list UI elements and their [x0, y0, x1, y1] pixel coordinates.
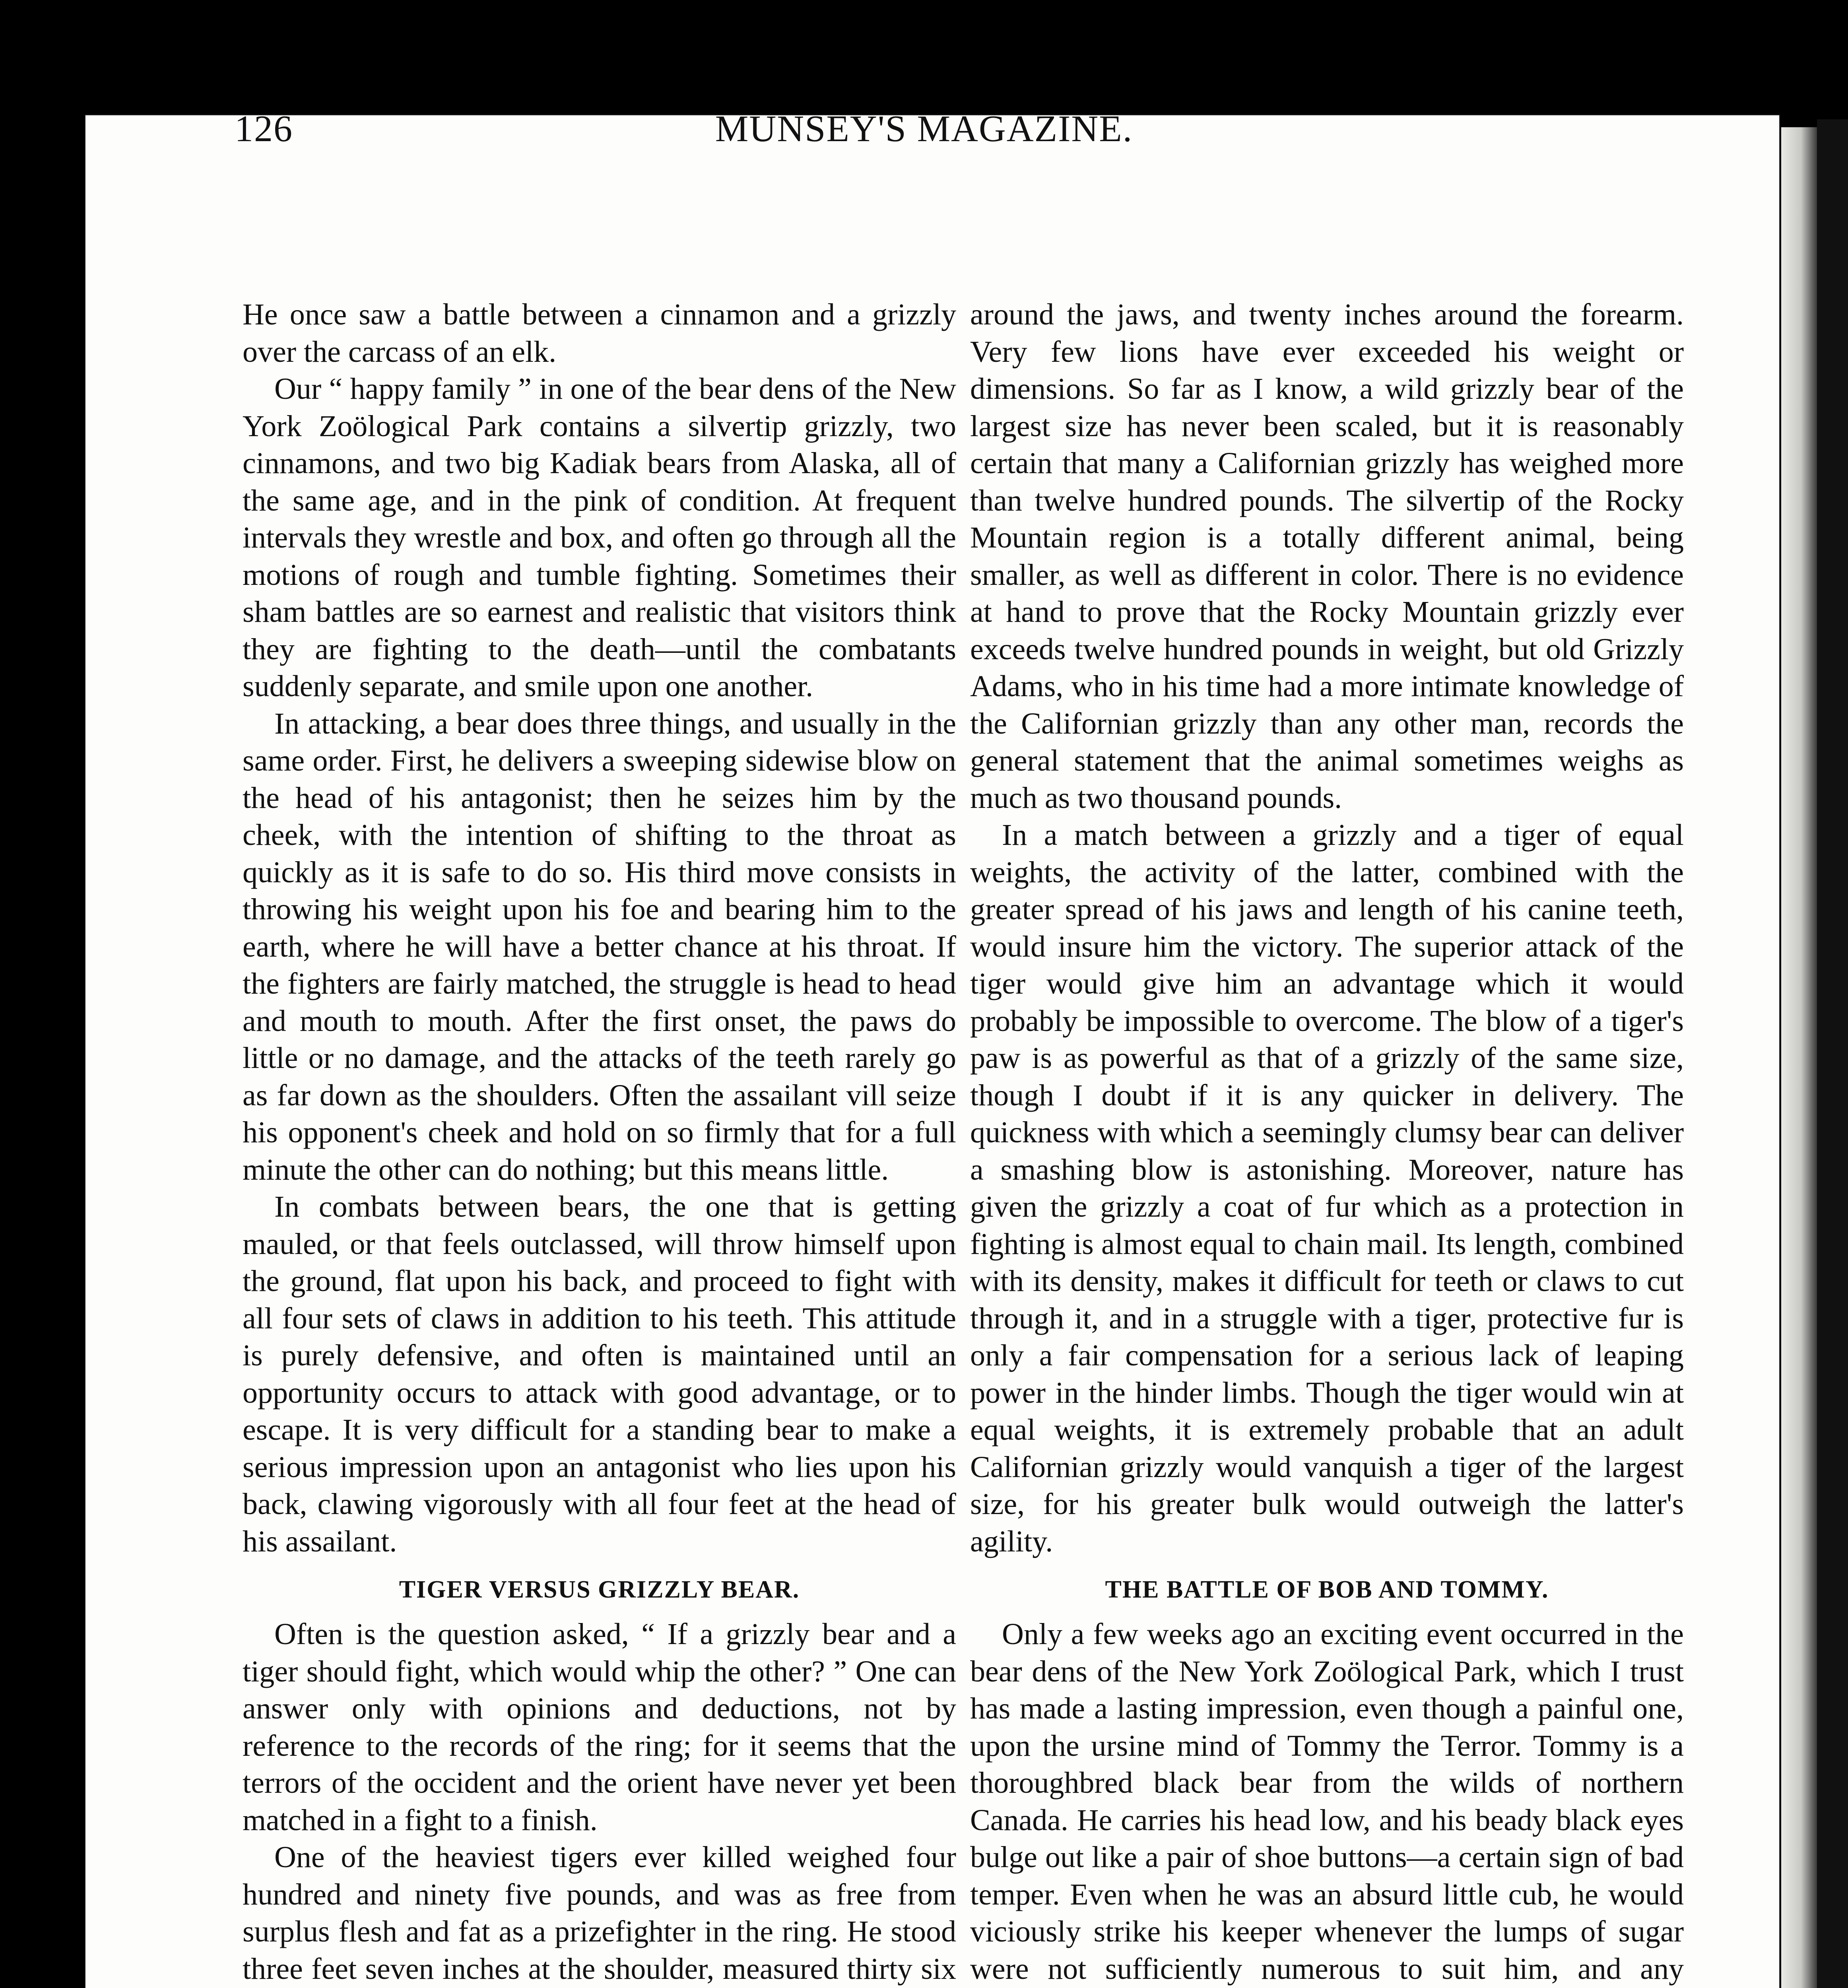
paragraph: In attacking, a bear does three things, and usually in the same order. First, he delivers a sweeping sidewise blow on the head of his antagonist; then he seizes him by the cheek, with the intention of shifting to the throat as quickly as it is safe to do so. His third move consists in throwing his weight upon his foe and bearing him to the earth, where he will have a better chance at his throat. If the fighters are fairly matched, the struggle is head to head and mouth to mouth. After the first onset, the paws do little or no damage, and the attacks of the teeth rarely go as far down as the shoulders. Often the assailant vill seize his opponent's cheek and hold on so firmly that for a full minute the other can do nothing; but this means little. [243, 707, 956, 1186]
next-page-edge [1781, 127, 1817, 1988]
magazine-title: MUNSEY'S MAGAZINE. [715, 108, 1133, 149]
paragraph: Only a few weeks ago an exciting event occurred in the bear dens of the New York Zoölogical Park, which I trust has made a lasting impression, even though a painful one, upon the ursine mind of Tommy the Terror. Tommy is a thoroughbred black bear from the wilds of northern Canada. He carries his head low, and his beady black eyes bulge out like a pair of shoe buttons—a certain sign of bad temper. Even when he was an absurd little cub, he would viciously strike his keeper whenever the lumps of sugar were not sufficiently numerous to suit him, and any [970, 1617, 1684, 1986]
running-header [157, 99, 1691, 155]
paragraph: around the jaws, and twenty inches around the forearm. Very few lions have ever exceeded his weight or dimensions. So far as I know, a wild grizzly bear of the largest size has never been scaled, but it is reasonably certain that many a Californian grizzly has weighed more than twelve hundred pounds. The silvertip of the Rocky Mountain region is a totally different animal, being smaller, as well as different in color. There is no evidence at hand to prove that the Rocky Mountain grizzly ever exceeds twelve hundred pounds in weight, but old Grizzly Adams, who in his time had a more intimate knowledge of the Californian grizzly than any other man, records the general statement that the animal sometimes weighs as much as two thousand pounds. [970, 298, 1684, 815]
scan-border-right [1817, 119, 1848, 1988]
paragraph: In combats between bears, the one that is getting mauled, or that feels outclassed, will throw himself upon the ground, flat upon his back, and proceed to fight with all four sets of claws in addition to his teeth. This attitude is purely defensive, and often is maintained until an opportunity occurs to attack with good advantage, or to escape. It is very difficult for a standing bear to make a serious impression upon an antagonist who lies upon his back, clawing vigorously with all four feet at the head of his assailant. [243, 1190, 956, 1558]
paragraph: Often is the question asked, “ If a grizzly bear and a tiger should fight, which would whip the other? ” One can answer only with opinions and deductions, not by reference to the records of the ring; for it seems that the terrors of the occident and the orient have never yet been matched in a fight to a finish. [243, 1617, 956, 1837]
page-number: 126 [235, 108, 293, 149]
section-heading: TIGER VERSUS GRIZZLY BEAR. [399, 1576, 800, 1603]
paragraph: He once saw a battle between a cinnamon and a grizzly over the carcass of an elk. [243, 298, 956, 369]
section-heading: THE BATTLE OF BOB AND TOMMY. [1105, 1576, 1549, 1603]
paragraph: In a match between a grizzly and a tiger of equal weights, the activity of the latter, combined with the greater spread of his jaws and length of his canine teeth, would insure him the victory. The superior attack of the tiger would give him an advantage which it would probably be impossible to overcome. The blow of a tiger's paw is as powerful as that of a grizzly of the same size, though I doubt if it is any quicker in delivery. The quickness with which a seemingly clumsy bear can deliver a smashing blow is astonishing. Moreover, nature has given the grizzly a coat of fur which as a protection in fighting is almost equal to chain mail. Its length, combined with its density, makes it difficult for teeth or claws to cut through it, and in a struggle with a tiger, protective fur is only a fair compensation for a serious lack of leaping power in the hinder limbs. Though the tiger would win at equal weights, it is extremely probable that an adult Californian grizzly would vanquish a tiger of the largest size, for his greater bulk would outweigh the latter's agility. [970, 818, 1684, 1558]
paragraph: Our “ happy family ” in one of the bear dens of the New York Zoölogical Park contains a silvertip grizzly, two cinnamons, and two big Kadiak bears from Alaska, all of the same age, and in the pink of condition. At frequent intervals they wrestle and box, and often go through all the motions of rough and tumble fighting. Sometimes their sham battles are so earnest and realistic that visitors think they are fighting to the death—until the combatants suddenly separate, and smile upon one another. [243, 372, 956, 703]
left-column [243, 296, 956, 1988]
paragraph: One of the heaviest tigers ever killed weighed four hundred and ninety five pounds, and was as free from surplus flesh and fat as a prizefighter in the ring. He stood three feet seven inches at the shoulder, measured thirty six [243, 1840, 956, 1986]
right-column [970, 296, 1684, 1988]
